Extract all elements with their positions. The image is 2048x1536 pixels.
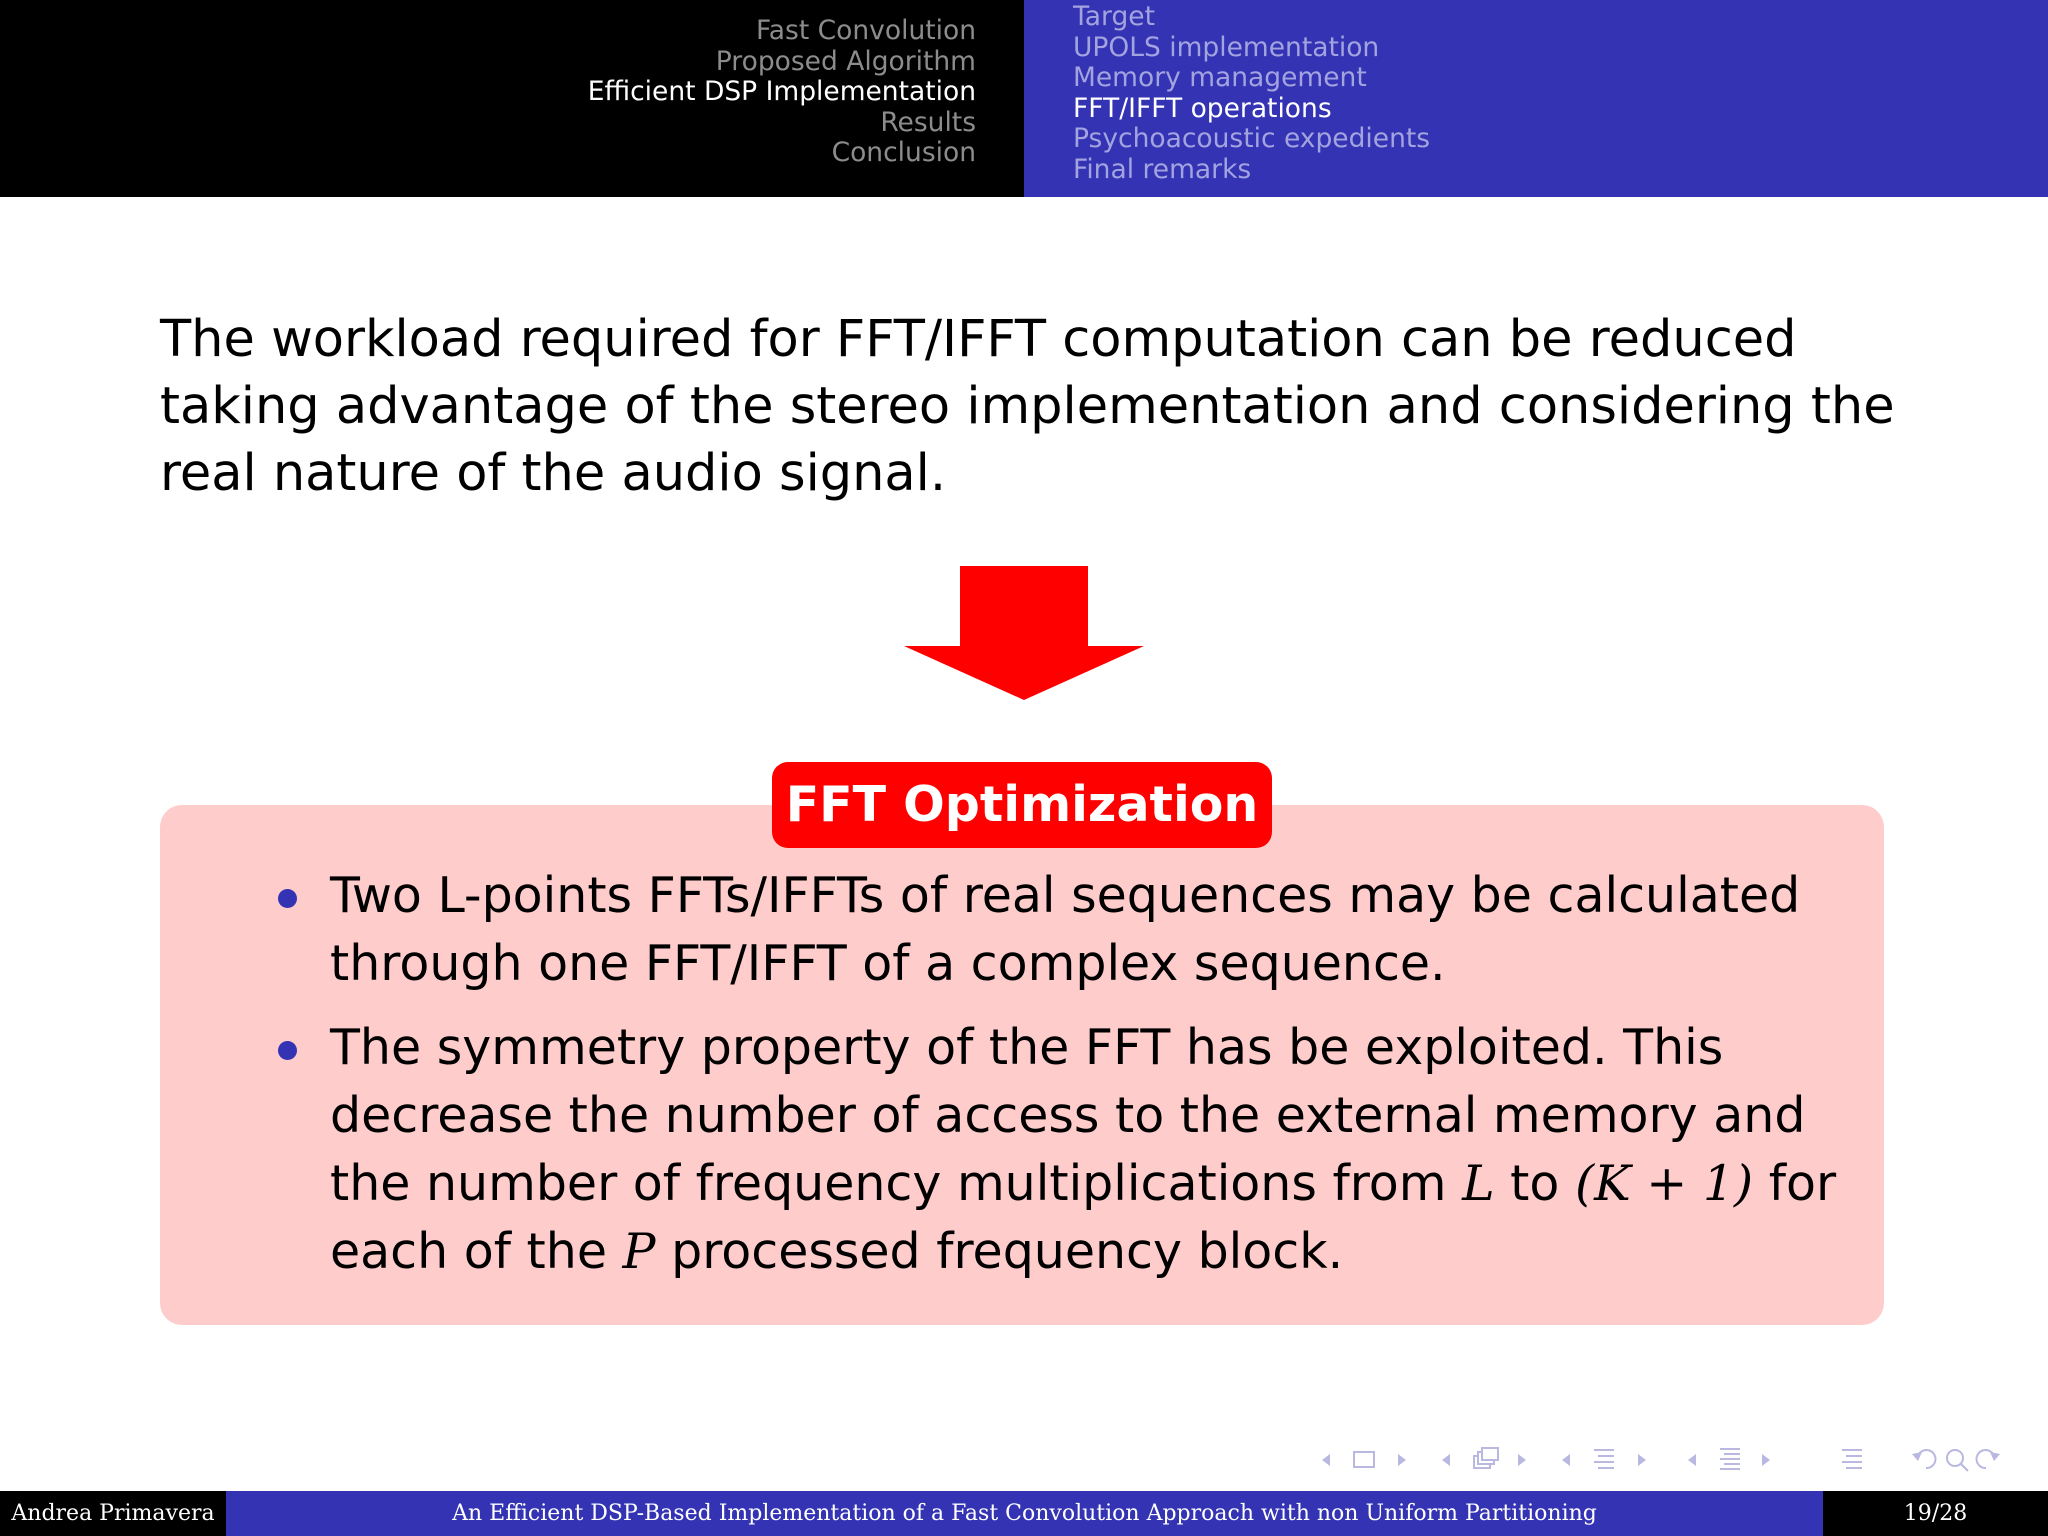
bullet-text-part: to [1494,1155,1575,1212]
slide-icon[interactable] [1720,1449,1740,1469]
section-icon[interactable] [1594,1450,1614,1468]
bullet-icon [278,889,297,908]
bullet-text-part: for each of the [330,1155,1837,1280]
frame-icon[interactable] [1354,1452,1374,1467]
slide-next-icon[interactable] [1762,1454,1770,1466]
section-results[interactable]: Results [880,106,976,138]
frame-next-icon[interactable] [1398,1454,1406,1466]
section-conclusion[interactable]: Conclusion [831,137,976,169]
undo-icon[interactable] [1912,1450,1935,1468]
header-sections-panel [0,0,1024,197]
bullet-list [330,862,1850,1302]
list-item [330,862,1850,998]
footer [0,1491,2048,1536]
math-k-plus-1: (K + 1) [1574,1155,1754,1212]
section-next-icon[interactable] [1638,1454,1646,1466]
search-icon[interactable] [1947,1450,1968,1471]
subsection-fft-ifft-operations[interactable]: FFT/IFFT operations [1073,92,1332,124]
bullet-text-part: processed frequency block. [655,1223,1344,1280]
subsection-next-icon[interactable] [1518,1454,1526,1466]
subsection-target[interactable]: Target [1073,1,1155,32]
subsection-upols-implementation[interactable]: UPOLS implementation [1073,31,1380,63]
subsection-memory-management[interactable]: Memory management [1073,62,1367,94]
section-prev-icon[interactable] [1562,1454,1570,1466]
subsection-final-remarks[interactable]: Final remarks [1073,153,1252,185]
subsection-nav [1073,2,1430,186]
section-proposed-algorithm[interactable]: Proposed Algorithm [715,45,976,77]
appendix-icon[interactable] [1842,1450,1862,1468]
frame-prev-icon[interactable] [1322,1454,1330,1466]
navigation-symbols [1314,1442,2034,1478]
footer-author: Andrea Primavera [0,1491,226,1536]
math-p: P [622,1223,656,1280]
bullet-text: Two L-points FFTs/IFFTs of real sequences may be calculated through one FFT/IFFT of a complex sequence. [330,867,1801,992]
header-subsections-panel [1024,0,2048,197]
redo-icon[interactable] [1977,1450,2000,1468]
intro-paragraph: The workload required for FFT/IFFT computation can be reduced taking advantage of the stereo implementation and considering the real nature of the audio signal. [160,310,1895,503]
section-fast-convolution[interactable]: Fast Convolution [756,15,976,46]
section-efficient-dsp-implementation[interactable]: Efficient DSP Implementation [587,76,976,108]
math-l: L [1462,1155,1495,1212]
subsection-prev-icon[interactable] [1442,1454,1450,1466]
subsection-icon[interactable] [1474,1448,1498,1468]
slide-prev-icon[interactable] [1688,1454,1696,1466]
footer-page-number: 19/28 [1823,1491,2048,1536]
section-nav [588,16,976,169]
subsection-psychoacoustic-expedients[interactable]: Psychoacoustic expedients [1073,123,1431,155]
down-arrow-icon [904,566,1144,700]
bullet-text-part: The symmetry property of the FFT has be exploited. This decrease the number of access to the external memory and the number of frequency multiplications from [330,1019,1806,1212]
list-item [330,1014,1850,1286]
block-title: FFT Optimization [772,762,1272,848]
footer-title: An Efficient DSP-Based Implementation of a Fast Convolution Approach with non Uniform Partitioning [226,1491,1823,1536]
bullet-icon [278,1041,297,1060]
